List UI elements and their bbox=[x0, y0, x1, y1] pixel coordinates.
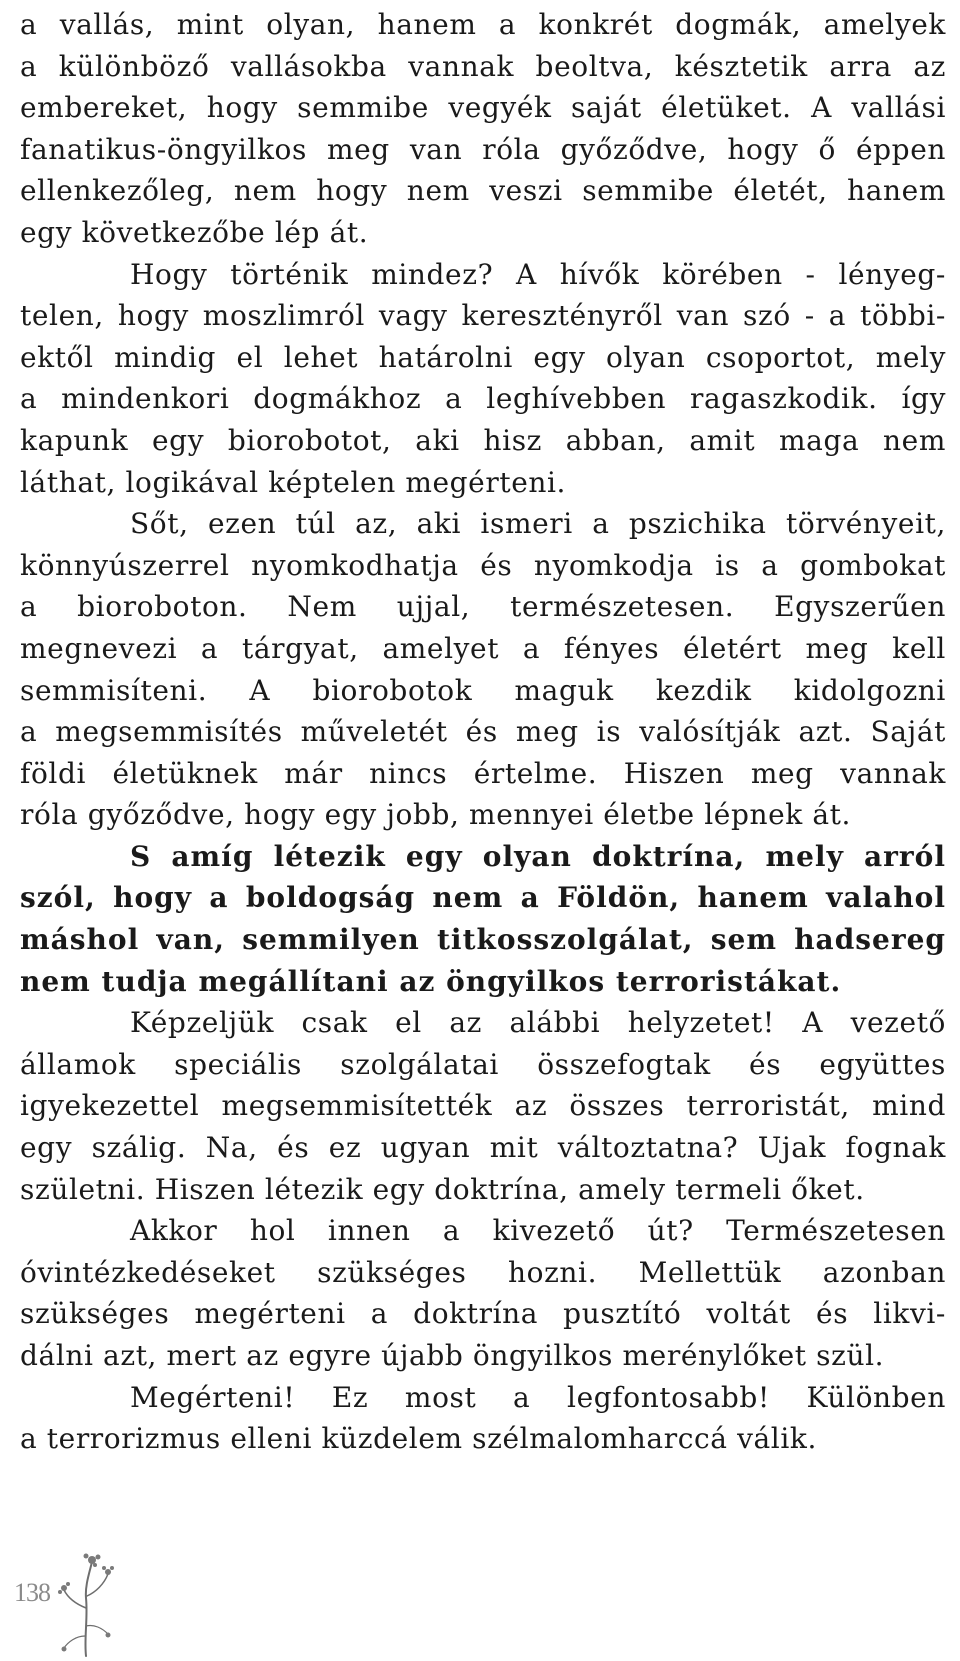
text-line: Sőt, ezen túl az, aki ismeri a pszichika törvényeit, bbox=[130, 507, 946, 541]
text-line: a különböző vallásokba vannak beoltva, késztetik arra az bbox=[20, 49, 946, 83]
bold-text-line: S amíg létezik egy olyan doktrína, mely arról bbox=[130, 839, 946, 873]
text-line: Akkor hol innen a kivezető út? Természetesen bbox=[130, 1214, 946, 1248]
text-line: a megsemmisítés műveletét és meg is valósítják azt. Saját bbox=[20, 715, 946, 749]
text-line: államok speciális szolgálatai összefogtak és együttes bbox=[20, 1047, 946, 1081]
text-line: semmisíteni. A biorobotok maguk kezdik kidolgozni bbox=[20, 673, 946, 707]
text-line: a vallás, mint olyan, hanem a konkrét dogmák, amelyek bbox=[20, 8, 946, 41]
text-line: igyekezettel megsemmisítették az összes terroristát, mind bbox=[20, 1089, 946, 1123]
text-line: láthat, logikával képtelen megérteni. bbox=[20, 465, 567, 499]
flower-sprig-icon bbox=[56, 1548, 116, 1658]
page-footer bbox=[0, 1548, 200, 1658]
text-line: egy következőbe lép át. bbox=[20, 215, 369, 249]
bold-text-line: szól, hogy a boldogság nem a Földön, hanem valahol bbox=[20, 881, 946, 915]
page-number: 138 bbox=[14, 1578, 50, 1607]
text-line: fanatikus-öngyilkos meg van róla győződve, hogy ő éppen bbox=[20, 132, 946, 166]
bold-text-line: nem tudja megállítani az öngyilkos terroristákat. bbox=[20, 964, 842, 998]
text-line: megnevezi a tárgyat, amelyet a fényes életért meg kell bbox=[20, 631, 946, 665]
body-text bbox=[20, 4, 946, 1460]
text-line: óvintézkedéseket szükséges hozni. Mellettük azonban bbox=[20, 1255, 946, 1289]
text-line: telen, hogy moszlimról vagy keresztényről van szó - a többi- bbox=[20, 299, 946, 333]
text-line: embereket, hogy semmibe vegyék saját életüket. A vallási bbox=[20, 91, 946, 125]
text-line: Hogy történik mindez? A hívők körében - lényeg- bbox=[130, 257, 946, 291]
text-line: könnyúszerrel nyomkodhatja és nyomkodja is a gombokat bbox=[20, 548, 946, 582]
text-line: a terrorizmus elleni küzdelem szélmalomharccá válik. bbox=[20, 1422, 817, 1456]
text-line: Képzeljük csak el az alábbi helyzetet! A vezető bbox=[130, 1006, 946, 1040]
text-line: szükséges megérteni a doktrína pusztító voltát és likvi- bbox=[20, 1297, 946, 1331]
text-line: ellenkezőleg, nem hogy nem veszi semmibe életét, hanem bbox=[20, 174, 946, 208]
text-line: a bioroboton. Nem ujjal, természetesen. Egyszerűen bbox=[20, 590, 946, 624]
bold-text-line: máshol van, semmilyen titkosszolgálat, sem hadsereg bbox=[20, 923, 946, 957]
text-line: Megérteni! Ez most a legfontosabb! Különben bbox=[130, 1380, 946, 1414]
text-line: a mindenkori dogmákhoz a leghívebben ragaszkodik. így bbox=[20, 382, 946, 416]
text-line: egy szálig. Na, és ez ugyan mit változtatna? Ujak fognak bbox=[20, 1131, 946, 1165]
text-line: születni. Hiszen létezik egy doktrína, amely termeli őket. bbox=[20, 1172, 865, 1206]
text-line: földi életüknek már nincs értelme. Hiszen meg vannak bbox=[20, 756, 946, 790]
text-line: róla győződve, hogy egy jobb, mennyei életbe lépnek át. bbox=[20, 798, 851, 832]
text-line: dálni azt, mert az egyre újabb öngyilkos merénylőket szül. bbox=[20, 1339, 885, 1372]
text-line: ektől mindig el lehet határolni egy olyan csoportot, mely bbox=[20, 340, 946, 374]
text-line: kapunk egy biorobotot, aki hisz abban, amit maga nem bbox=[20, 423, 946, 457]
